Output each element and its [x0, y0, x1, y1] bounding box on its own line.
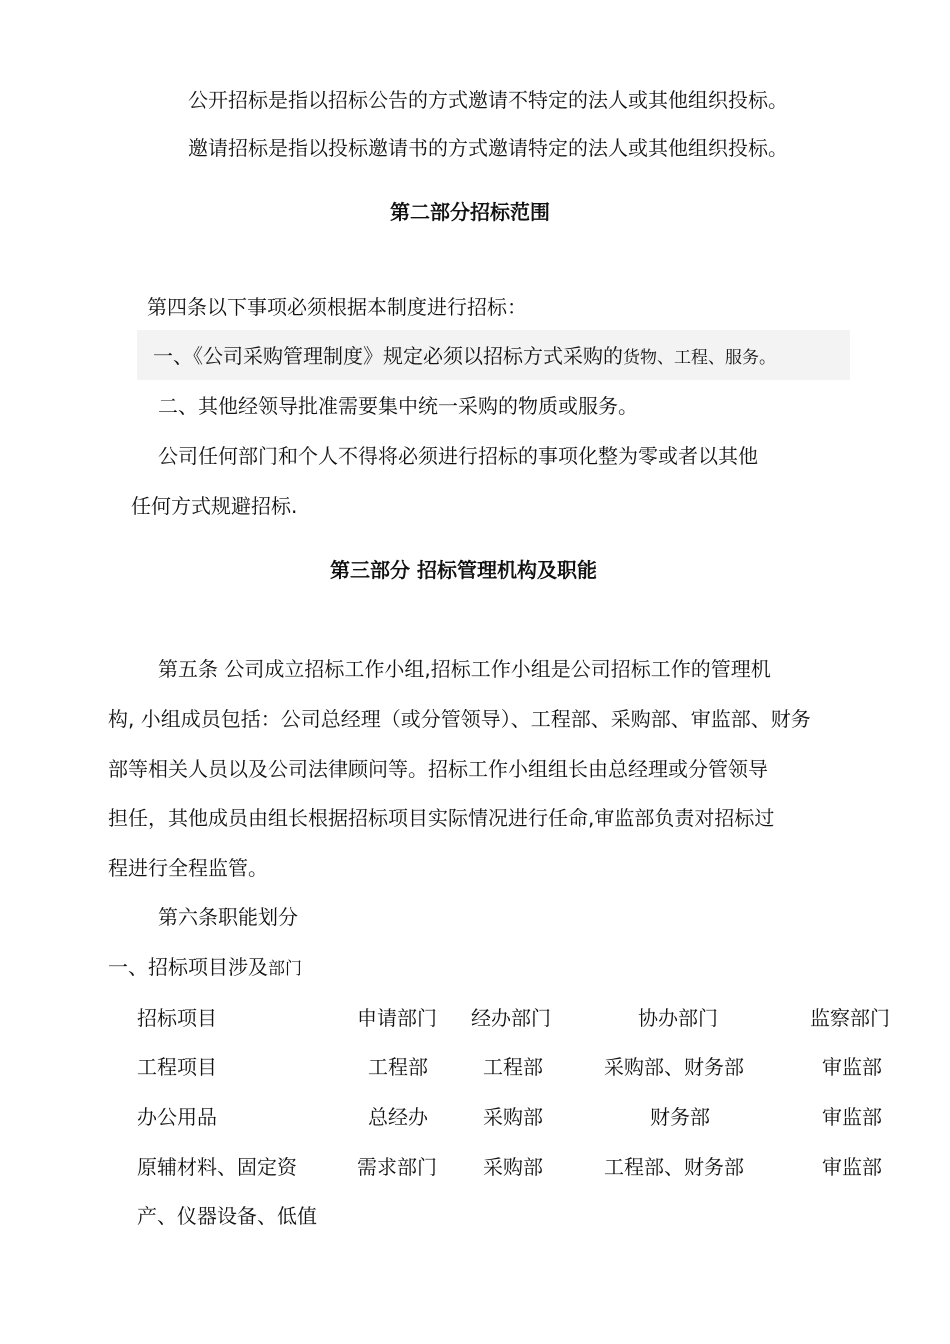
article4: 第四条以下事项必须根据本制度进行招标： [147, 295, 527, 319]
table-row3-handle: 采购部 [483, 1155, 543, 1179]
part3-heading: 第三部分 招标管理机构及职能 [330, 558, 597, 582]
table-row1-supervise: 审监部 [822, 1055, 882, 1079]
table-header-apply-dept: 申请部门 [357, 1006, 437, 1030]
table-row3-project-continuation: 产、仪器设备、低值 [137, 1204, 317, 1228]
table-row3-supervise: 审监部 [822, 1155, 882, 1179]
article4-item1 [153, 342, 776, 372]
article5-line5: 程进行全程监管。 [108, 856, 268, 880]
note-line1: 公司任何部门和个人不得将必须进行招标的事项化整为零或者以其他 [158, 444, 758, 468]
article5-line2: 构, 小组成员包括：公司总经理（或分管领导）、工程部、采购部、审监部、财务 [108, 707, 811, 731]
article6: 第六条职能划分 [158, 905, 298, 929]
note-line2: 任何方式规避招标. [131, 494, 298, 518]
section1-tail: 部门 [268, 959, 302, 979]
table-row2-assist: 财务部 [650, 1105, 710, 1129]
open-tender-definition: 公开招标是指以招标公告的方式邀请不特定的法人或其他组织投标。 [188, 88, 788, 112]
invited-tender-definition: 邀请招标是指以投标邀请书的方式邀请特定的法人或其他组织投标。 [188, 136, 788, 160]
table-row3-apply: 需求部门 [357, 1155, 437, 1179]
table-header-handle-dept: 经办部门 [471, 1006, 551, 1030]
table-row1-assist: 采购部、财务部 [604, 1055, 744, 1079]
item1-main: 一、《公司采购管理制度》规定必须以招标方式采购的 [153, 344, 623, 368]
section1-title [108, 953, 302, 983]
table-row1-handle: 工程部 [483, 1055, 543, 1079]
table-row1-apply: 工程部 [368, 1055, 428, 1079]
table-header-supervise-dept: 监察部门 [810, 1006, 890, 1030]
table-row3-assist: 工程部、财务部 [604, 1155, 744, 1179]
item1-tail: 货物、工程、服务。 [623, 348, 776, 368]
article5-line4: 担任，其他成员由组长根据招标项目实际情况进行任命,审监部负责对招标过 [108, 806, 775, 830]
table-header-assist-dept: 协办部门 [638, 1006, 718, 1030]
table-row3-project: 原辅材料、固定资 [137, 1155, 297, 1179]
section1-main: 一、招标项目涉及 [108, 955, 268, 979]
table-row1-project: 工程项目 [137, 1055, 217, 1079]
table-row2-handle: 采购部 [483, 1105, 543, 1129]
article4-item2: 二、其他经领导批准需要集中统一采购的物质或服务。 [158, 394, 638, 418]
article5-line1: 第五条 公司成立招标工作小组,招标工作小组是公司招标工作的管理机 [158, 657, 771, 681]
table-header-project: 招标项目 [137, 1006, 217, 1030]
table-row2-project: 办公用品 [137, 1105, 217, 1129]
part2-heading: 第二部分招标范围 [390, 200, 550, 224]
article5-line3: 部等相关人员以及公司法律顾问等。招标工作小组组长由总经理或分管领导 [108, 757, 768, 781]
table-row2-supervise: 审监部 [822, 1105, 882, 1129]
table-row2-apply: 总经办 [368, 1105, 428, 1129]
